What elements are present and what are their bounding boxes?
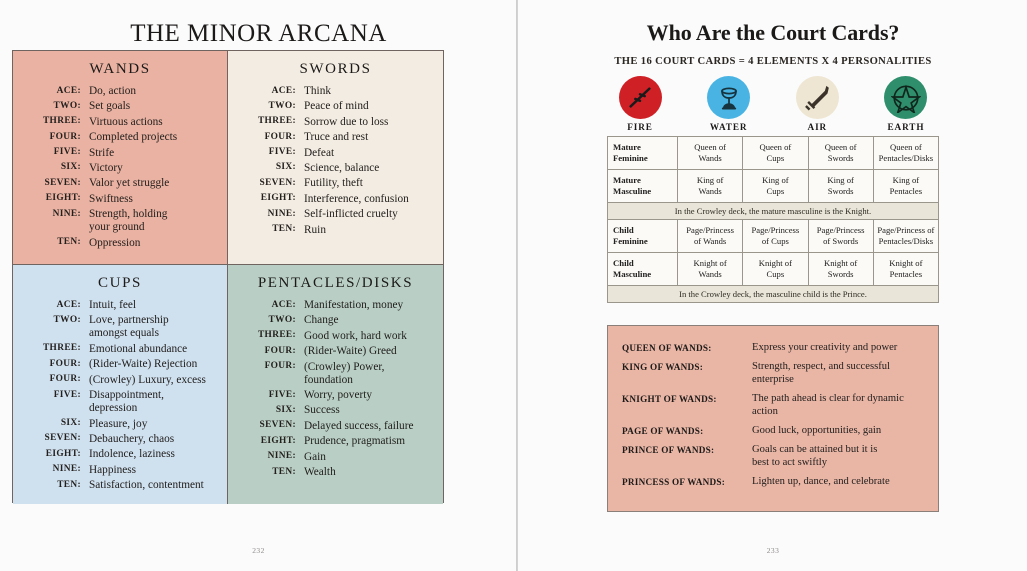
suit-row xyxy=(19,314,219,340)
suit-rank-label: ACE: xyxy=(56,85,81,96)
suit-rows-pentacles xyxy=(228,299,443,479)
chalice-icon xyxy=(707,76,750,119)
wands-meaning-row xyxy=(622,476,924,489)
suit-meaning-text: Ruin xyxy=(304,223,326,236)
suit-rank-label: FIVE: xyxy=(53,147,81,158)
suit-row xyxy=(19,433,219,446)
suit-meaning-text: Pleasure, joy xyxy=(89,417,148,430)
court-card-line2: Swords xyxy=(827,268,854,279)
suit-row xyxy=(19,343,219,356)
suit-meaning-text: (Rider-Waite) Rejection xyxy=(89,358,198,371)
court-card-cell xyxy=(678,169,743,202)
suit-row xyxy=(234,389,435,402)
quadrant-title-wands: WANDS xyxy=(89,61,151,77)
court-card-cell xyxy=(743,220,808,253)
court-card-cell xyxy=(808,252,873,285)
suit-row xyxy=(234,224,435,237)
court-card-line2: Swords xyxy=(827,152,854,163)
minor-arcana-grid xyxy=(12,50,444,503)
court-card-line1: Page/Princess xyxy=(686,225,734,236)
suit-rank-label: SIX: xyxy=(60,418,81,429)
suit-row xyxy=(234,208,435,221)
suit-row xyxy=(19,464,219,477)
court-card-line2: of Wands xyxy=(693,236,727,247)
court-card-cell xyxy=(743,252,808,285)
suit-meaning-text: Happiness xyxy=(89,463,137,476)
suit-rank-label: SIX: xyxy=(60,162,81,173)
court-personality-label xyxy=(608,137,678,170)
suit-rank-label: TEN: xyxy=(272,224,296,235)
suit-row xyxy=(19,418,219,431)
wands-card-label: PRINCE OF WANDS: xyxy=(622,444,715,455)
court-card-line2: Cups xyxy=(766,268,785,279)
suit-rank-label: TEN: xyxy=(57,479,81,490)
wand-icon xyxy=(619,76,662,119)
suit-meaning-text: Think xyxy=(304,85,331,97)
suit-meaning-text: Disappointment, depression xyxy=(89,389,219,415)
suit-row xyxy=(234,162,435,175)
wands-card-label: PRINCESS OF WANDS: xyxy=(622,476,726,487)
wands-card-meaning: Express your creativity and power xyxy=(752,342,898,353)
suit-meaning-text: Strife xyxy=(89,146,115,159)
suit-rank-label: EIGHT: xyxy=(45,193,81,204)
suit-rank-label: NINE: xyxy=(267,451,296,462)
suit-row xyxy=(19,299,219,312)
suit-meaning-text: Manifestation, money xyxy=(304,299,404,311)
suit-row xyxy=(234,85,435,98)
suit-rank-label: SIX: xyxy=(275,404,296,415)
suit-meaning-text: Valor yet struggle xyxy=(89,177,170,190)
suit-row xyxy=(234,404,435,417)
court-personality-line1: Child xyxy=(613,225,634,236)
suit-row xyxy=(234,451,435,464)
court-card-cell xyxy=(808,169,873,202)
suit-rank-label: FOUR: xyxy=(49,374,81,385)
book-spine-divider xyxy=(516,0,518,571)
suit-row xyxy=(234,100,435,113)
court-card-line2: Wands xyxy=(698,185,722,196)
suit-rank-label: FOUR: xyxy=(49,358,81,369)
wands-card-meaning-continuation: best to act swiftly xyxy=(752,456,828,468)
suit-meaning-text: Gain xyxy=(304,450,326,463)
wands-card-label: PAGE OF WANDS: xyxy=(622,425,704,436)
court-card-line2: of Cups xyxy=(761,236,789,247)
suit-rank-label: FOUR: xyxy=(49,131,81,142)
suit-rank-label: THREE: xyxy=(257,116,296,127)
wands-meaning-row xyxy=(622,361,924,386)
court-card-line1: King of xyxy=(696,174,724,185)
element-label: AIR xyxy=(807,122,828,132)
suit-rank-label: TEN: xyxy=(272,466,296,477)
suit-row xyxy=(19,85,219,98)
court-card-line1: Knight of xyxy=(693,258,727,269)
court-card-line1: Knight of xyxy=(824,258,858,269)
court-card-line2: Swords xyxy=(827,185,854,196)
court-card-line1: King of xyxy=(762,174,789,185)
suit-rank-label: NINE: xyxy=(52,208,81,219)
court-personality-line2: Feminine xyxy=(613,236,648,247)
court-personality-line2: Feminine xyxy=(613,152,648,163)
wands-court-meanings-box xyxy=(607,325,939,512)
suit-meaning-text: Debauchery, chaos xyxy=(89,432,175,445)
pentacle-icon xyxy=(884,76,927,119)
suit-meaning-text: Interference, confusion xyxy=(304,192,409,205)
quadrant-swords xyxy=(228,51,443,265)
court-personality-label xyxy=(608,169,678,202)
quadrant-pentacles xyxy=(228,265,443,504)
element-label: EARTH xyxy=(887,122,925,132)
suit-rank-label: EIGHT: xyxy=(260,193,296,204)
suit-row xyxy=(19,131,219,144)
suit-meaning-text: Worry, poverty xyxy=(304,389,373,402)
element-air xyxy=(780,76,854,132)
suit-row xyxy=(19,100,219,113)
court-card-line1: Queen of xyxy=(890,142,922,153)
court-card-cell xyxy=(678,137,743,170)
wands-card-meaning: Strength, respect, and successful enterprise xyxy=(752,361,890,385)
suit-meaning-text: Sorrow due to loss xyxy=(304,115,389,128)
court-cards-tbody xyxy=(608,137,939,303)
court-card-cell xyxy=(808,137,873,170)
suit-rank-label: THREE: xyxy=(42,343,81,354)
court-card-cell xyxy=(743,137,808,170)
court-personality-line1: Child xyxy=(613,257,634,268)
suit-meaning-text: Prudence, pragmatism xyxy=(304,435,406,448)
suit-rank-label: TEN: xyxy=(57,237,81,248)
suit-row xyxy=(19,177,219,190)
suit-meaning-text: Science, balance xyxy=(304,161,380,174)
suit-rank-label: FOUR: xyxy=(264,361,296,372)
suit-rank-label: ACE: xyxy=(271,85,296,96)
suit-rank-label: EIGHT: xyxy=(45,448,81,459)
suit-meaning-text: Completed projects xyxy=(89,131,178,144)
suit-meaning-text: Emotional abundance xyxy=(89,342,188,355)
suit-row xyxy=(19,448,219,461)
suit-meaning-text: Do, action xyxy=(89,85,137,97)
suit-meaning-text: Satisfaction, contentment xyxy=(89,479,204,492)
court-card-line2: Pentacles xyxy=(889,268,923,279)
quadrant-title-swords: SWORDS xyxy=(299,61,372,77)
suit-meaning-continuation: your ground xyxy=(89,221,145,234)
suit-row xyxy=(19,374,219,387)
suit-row xyxy=(234,420,435,433)
suit-rank-label: FIVE: xyxy=(268,389,296,400)
court-card-cell xyxy=(873,220,938,253)
suit-meaning-text: Truce and rest xyxy=(304,131,369,144)
suit-row xyxy=(234,299,435,312)
wands-card-meaning: Goals can be attained but it is best to act swiftly xyxy=(752,444,924,469)
suit-meaning-text: Strength, holding your ground xyxy=(89,208,219,234)
court-personality-line2: Masculine xyxy=(613,185,652,196)
suit-meaning-text: Virtuous actions xyxy=(89,115,163,128)
suit-row xyxy=(19,116,219,129)
suit-meaning-text: Peace of mind xyxy=(304,100,369,113)
court-personality-label xyxy=(608,220,678,253)
court-card-line1: Knight of xyxy=(758,258,792,269)
suit-rank-label: THREE: xyxy=(257,330,296,341)
court-card-line1: King of xyxy=(892,174,920,185)
suit-row xyxy=(234,345,435,358)
page-subtitle-court-cards: THE 16 COURT CARDS = 4 ELEMENTS X 4 PERSONALITIES xyxy=(614,56,932,67)
suit-rank-label: SEVEN: xyxy=(44,433,81,444)
suit-row xyxy=(234,177,435,190)
suit-meaning-text: Delayed success, failure xyxy=(304,419,414,432)
quadrant-title-cups: CUPS xyxy=(98,275,142,291)
suit-row xyxy=(234,193,435,206)
suit-meaning-text: (Crowley) Luxury, excess xyxy=(89,373,206,386)
suit-rank-label: SEVEN: xyxy=(259,177,296,188)
suit-rank-label: FOUR: xyxy=(264,131,296,142)
wands-meaning-row xyxy=(622,425,924,438)
court-table-row xyxy=(608,220,939,253)
wands-card-label: QUEEN OF WANDS: xyxy=(622,342,712,353)
court-table-note-row xyxy=(608,202,939,220)
suit-rows-swords xyxy=(228,85,443,237)
right-page xyxy=(519,0,1027,571)
court-card-line1: Page/Princess of xyxy=(877,225,935,236)
court-card-cell xyxy=(873,137,938,170)
court-card-line1: King of xyxy=(827,174,854,185)
suit-rows-wands xyxy=(13,85,227,250)
suit-rank-label: FOUR: xyxy=(264,345,296,356)
suit-meaning-text: Swiftness xyxy=(89,192,133,205)
court-card-line1: Queen of xyxy=(694,142,726,153)
wands-card-meaning: Good luck, opportunities, gain xyxy=(752,425,882,437)
element-icon-row xyxy=(603,76,943,132)
suit-rank-label: SEVEN: xyxy=(259,420,296,431)
wands-card-label: KING OF WANDS: xyxy=(622,361,704,372)
suit-rank-label: EIGHT: xyxy=(260,435,296,446)
suit-rank-label: SIX: xyxy=(275,162,296,173)
court-table-row xyxy=(608,252,939,285)
suit-rank-label: NINE: xyxy=(52,464,81,475)
suit-rank-label: NINE: xyxy=(267,208,296,219)
suit-meaning-text: (Rider-Waite) Greed xyxy=(304,345,397,358)
suit-row xyxy=(19,147,219,160)
court-card-cell xyxy=(808,220,873,253)
suit-rank-label: TWO: xyxy=(268,314,296,325)
suit-meaning-text: Indolence, laziness xyxy=(89,448,175,461)
court-card-cell xyxy=(873,169,938,202)
page-title-minor-arcana: THE MINOR ARCANA xyxy=(130,20,387,47)
sword-icon xyxy=(796,76,839,119)
suit-meaning-text: Love, partnership amongst equals xyxy=(89,314,219,340)
court-card-cell xyxy=(873,252,938,285)
court-personality-line1: Mature xyxy=(613,142,641,152)
wands-meaning-row xyxy=(622,393,924,418)
suit-meaning-text: Wealth xyxy=(304,466,336,478)
suit-meaning-text: Victory xyxy=(89,161,123,174)
suit-row xyxy=(234,116,435,129)
suit-meaning-text: Success xyxy=(304,404,340,417)
folio-left: 232 xyxy=(252,546,265,555)
folio-right: 233 xyxy=(766,546,780,555)
suit-row xyxy=(19,389,219,415)
suit-meaning-text: Intuit, feel xyxy=(89,299,137,311)
suit-rows-cups xyxy=(13,299,227,492)
court-card-cell xyxy=(743,169,808,202)
wands-meaning-row xyxy=(622,342,924,355)
court-table-note-row xyxy=(608,285,939,303)
suit-rank-label: TWO: xyxy=(53,314,81,325)
court-card-line1: Page/Princess xyxy=(816,225,865,236)
suit-row xyxy=(234,314,435,327)
court-table-note: In the Crowley deck, the masculine child is the Prince. xyxy=(608,285,939,303)
suit-row xyxy=(19,208,219,234)
court-card-line1: Page/Princess xyxy=(751,225,800,236)
court-card-line2: Pentacles/Disks xyxy=(878,236,934,247)
suit-rank-label: ACE: xyxy=(56,299,81,310)
suit-rank-label: TWO: xyxy=(268,100,296,111)
suit-meaning-text: Change xyxy=(304,314,339,327)
quadrant-cups xyxy=(13,265,228,504)
suit-meaning-text: Oppression xyxy=(89,236,141,249)
suit-meaning-text: Set goals xyxy=(89,100,131,113)
court-table-row xyxy=(608,169,939,202)
suit-meaning-continuation: amongst equals xyxy=(89,327,159,340)
element-water xyxy=(692,76,766,132)
wands-meaning-row xyxy=(622,444,924,469)
court-personality-line1: Mature xyxy=(613,174,641,185)
court-card-cell xyxy=(678,252,743,285)
element-fire xyxy=(603,76,677,132)
suit-rank-label: FIVE: xyxy=(268,147,296,158)
court-card-line2: Cups xyxy=(766,152,785,163)
court-card-line1: Knight of xyxy=(889,258,923,269)
quadrant-wands xyxy=(13,51,228,265)
court-personality-label xyxy=(608,252,678,285)
suit-meaning-text: Futility, theft xyxy=(304,177,363,190)
suit-row xyxy=(234,147,435,160)
suit-meaning-text: Good work, hard work xyxy=(304,329,407,342)
suit-row xyxy=(19,193,219,206)
suit-row xyxy=(234,466,435,479)
suit-rank-label: TWO: xyxy=(53,100,81,111)
suit-row xyxy=(234,330,435,343)
wands-card-meaning: Lighten up, dance, and celebrate xyxy=(752,476,890,488)
court-card-line2: Wands xyxy=(698,268,722,279)
suit-meaning-text: Defeat xyxy=(304,146,335,159)
element-earth xyxy=(869,76,943,132)
court-card-line2: of Swords xyxy=(823,236,859,247)
suit-rank-label: SEVEN: xyxy=(44,177,81,188)
suit-row xyxy=(19,162,219,175)
page-title-court-cards: Who Are the Court Cards? xyxy=(646,20,900,45)
court-card-line2: Pentacles/Disks xyxy=(878,152,934,163)
suit-row xyxy=(19,237,219,250)
suit-row xyxy=(234,131,435,144)
court-card-line2: Cups xyxy=(766,185,785,196)
suit-meaning-continuation: foundation xyxy=(304,373,353,386)
wands-meaning-rows xyxy=(622,342,924,489)
suit-row xyxy=(19,358,219,371)
element-label: FIRE xyxy=(627,122,653,132)
suit-meaning-continuation: depression xyxy=(89,402,138,415)
suit-row xyxy=(19,479,219,492)
court-card-line2: Pentacles xyxy=(889,185,923,196)
suit-meaning-text: (Crowley) Power, foundation xyxy=(304,361,435,387)
quadrant-title-pentacles: PENTACLES/DISKS xyxy=(257,275,414,291)
court-card-line1: Queen of xyxy=(824,142,857,153)
element-label: WATER xyxy=(709,122,748,132)
court-card-cell xyxy=(678,220,743,253)
court-table-note: In the Crowley deck, the mature masculine is the Knight. xyxy=(608,202,939,220)
court-cards-table xyxy=(607,136,939,303)
suit-rank-label: THREE: xyxy=(42,116,81,127)
wands-card-meaning: The path ahead is clear for dynamic action xyxy=(752,393,904,417)
court-personality-line2: Masculine xyxy=(613,268,652,279)
court-table-row xyxy=(608,137,939,170)
court-card-line2: Wands xyxy=(698,152,722,163)
suit-rank-label: FIVE: xyxy=(53,389,81,400)
suit-row xyxy=(234,361,435,387)
suit-row xyxy=(234,435,435,448)
court-card-line1: Queen of xyxy=(759,142,792,153)
wands-card-label: KNIGHT OF WANDS: xyxy=(622,393,717,404)
suit-meaning-text: Self-inflicted cruelty xyxy=(304,208,398,221)
suit-rank-label: ACE: xyxy=(271,299,296,310)
